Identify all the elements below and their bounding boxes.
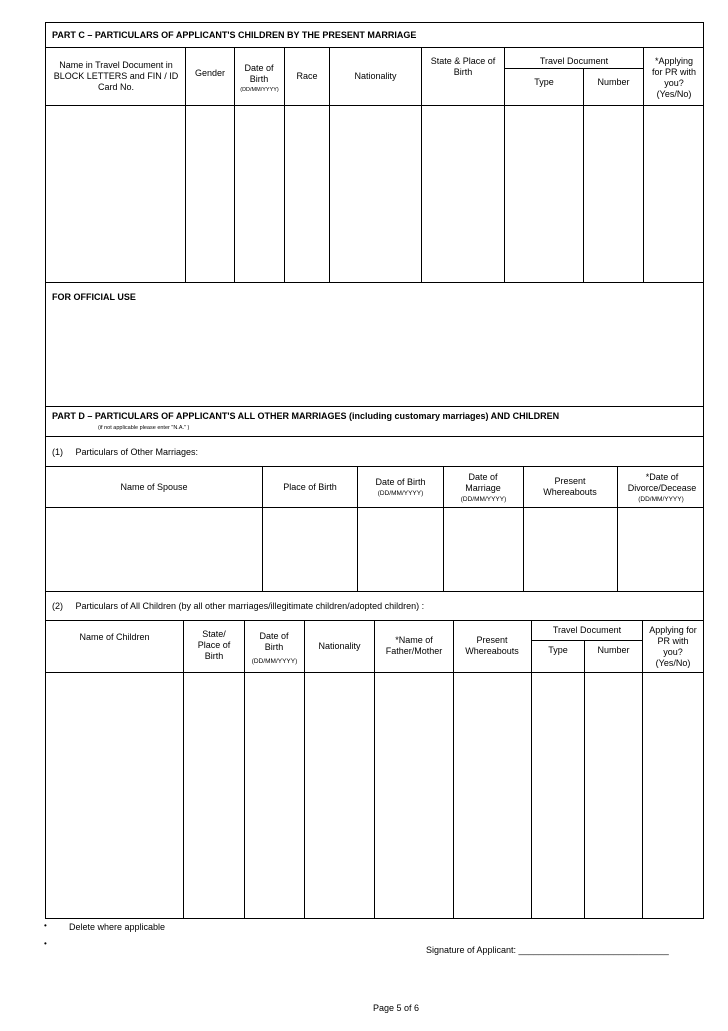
header-type: Type: [534, 77, 554, 87]
header-race: Race: [296, 71, 318, 81]
header-place-of-birth: Place of Birth: [283, 482, 337, 492]
header-spouse: Name of Spouse: [120, 482, 188, 492]
header-gender: Gender: [194, 68, 226, 78]
header-state-place: State & Place of Birth: [430, 56, 496, 77]
header-name: Name in Travel Document in BLOCK LETTERS and FIN / ID Card No.: [53, 60, 179, 92]
header-s2-travel-doc: Travel Document: [552, 625, 622, 635]
header-s2-state: State/ Place of Birth: [197, 629, 231, 661]
header-parent: *Name of Father/Mother: [385, 635, 443, 656]
header-travel-doc: Travel Document: [539, 56, 609, 66]
part-c-title: PART C – PARTICULARS OF APPLICANT'S CHILDREN BY THE PRESENT MARRIAGE: [52, 30, 417, 40]
header-s1-dob: Date of Birth: [375, 477, 426, 487]
header-s2-dob-format: (DD/MM/YYYY): [251, 658, 298, 665]
header-children-name: Name of Children: [79, 632, 150, 642]
header-applying: *Applying for PR with you? (Yes/No): [651, 56, 696, 99]
part-d-note: (if not applicable please enter "N.A." ): [98, 425, 190, 431]
section-2-title: (2) Particulars of All Children (by all other marriages/illegitimate children/adopted children) :: [52, 601, 425, 611]
header-nationality: Nationality: [354, 71, 397, 81]
header-s2-type: Type: [548, 645, 568, 655]
header-s2-nationality: Nationality: [318, 641, 361, 651]
bullet-icon: •: [44, 921, 47, 930]
header-s1-dob-format: (DD/MM/YYYY): [377, 490, 424, 497]
page-number: Page 5 of 6: [373, 1003, 420, 1013]
header-dob-format: (DD/MM/YYYY): [240, 87, 279, 93]
section-1-title: (1) Particulars of Other Marriages:: [52, 447, 199, 457]
header-s2-whereabouts: Present Whereabouts: [465, 635, 519, 656]
header-number: Number: [597, 77, 630, 87]
header-s2-applying: Applying for PR with you? (Yes/No): [649, 625, 697, 668]
footnote-delete: Delete where applicable: [69, 922, 166, 932]
header-s1-whereabouts: Present Whereabouts: [543, 476, 597, 497]
header-dom-format: (DD/MM/YYYY): [460, 496, 507, 503]
bullet-icon-2: •: [44, 939, 47, 948]
official-use-title: FOR OFFICIAL USE: [52, 292, 136, 302]
header-divorce: *Date of Divorce/Decease: [627, 472, 697, 493]
signature-line[interactable]: Signature of Applicant: ______________________________: [426, 945, 669, 955]
header-dob: Date of Birth: [244, 63, 274, 84]
part-d-title: PART D – PARTICULARS OF APPLICANT'S ALL OTHER MARRIAGES (including customary marriages) AND CHILDREN: [52, 411, 560, 421]
header-s2-dob: Date of Birth: [259, 631, 289, 652]
header-date-of-marriage: Date of Marriage: [465, 472, 501, 493]
header-s2-number: Number: [597, 645, 630, 655]
header-divorce-format: (DD/MM/YYYY): [638, 496, 684, 503]
